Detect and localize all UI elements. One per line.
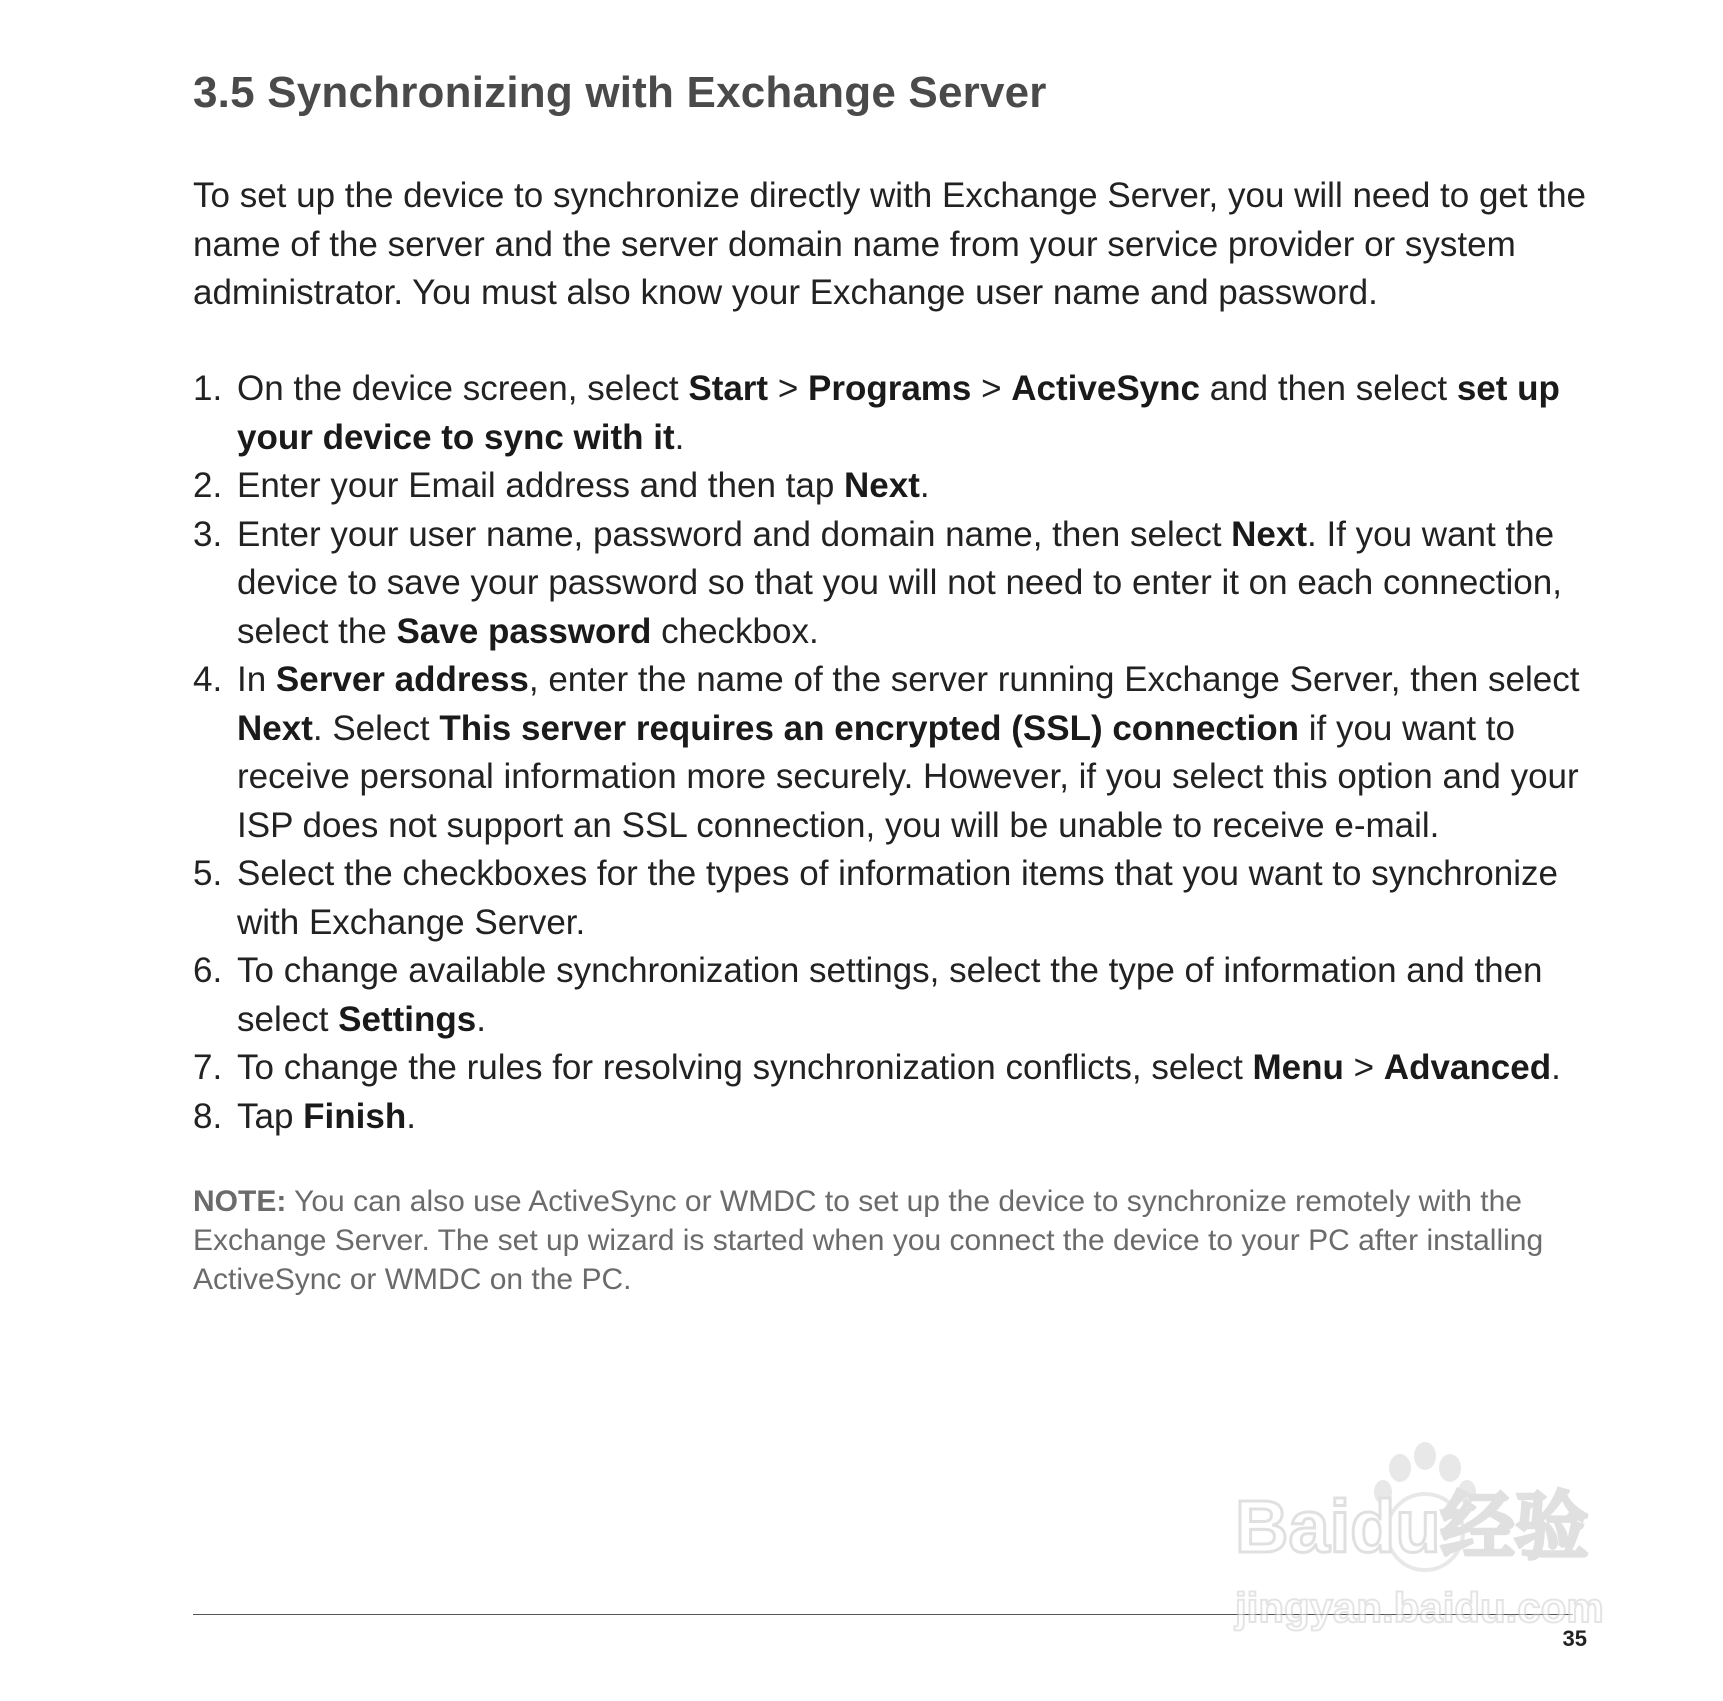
step-text: . <box>476 999 486 1039</box>
step-emphasis: Start <box>688 369 769 408</box>
step-number: 6. <box>193 951 223 990</box>
step-text: On the device screen, select <box>237 369 689 408</box>
step-number: 5. <box>193 854 223 893</box>
step-text: > <box>1343 1048 1384 1087</box>
step-text: and then select <box>1200 369 1457 408</box>
step-text: > <box>971 369 1012 408</box>
section-heading: 3.5 Synchronizing with Exchange Server <box>193 68 1047 117</box>
step-emphasis: Save password <box>396 611 652 651</box>
note-paragraph <box>193 1182 1613 1299</box>
list-item <box>193 462 1623 511</box>
step-emphasis: Next <box>844 466 920 505</box>
step-text: In <box>237 660 276 699</box>
list-item <box>193 1093 1623 1142</box>
step-number: 4. <box>193 660 223 699</box>
list-item <box>193 1044 1623 1093</box>
step-text: checkbox. <box>651 611 819 651</box>
list-item <box>193 850 1623 947</box>
step-text: Select the checkboxes for the types of information items that you want to synchronize with Exchange Server. <box>237 854 1558 942</box>
note-label: NOTE: <box>193 1185 287 1218</box>
step-number: 7. <box>193 1048 223 1087</box>
intro-paragraph: To set up the device to synchronize directly with Exchange Server, you will need to get the name of the server and the server domain name from your service provider or system administrator. You must also know your Exchange user name and password. <box>193 176 1586 312</box>
step-text: . <box>406 1096 416 1136</box>
step-text: To change available synchronization settings, select the type of information and then select <box>237 951 1543 1039</box>
step-emphasis: Settings <box>338 999 477 1039</box>
step-emphasis: Finish <box>303 1096 407 1136</box>
step-text: To change the rules for resolving synchronization conflicts, select <box>237 1048 1253 1087</box>
step-text: if you want to receive personal information more securely. However, if you select this option and your ISP does not support an SSL connection, you will be unable to receive e-mail. <box>237 708 1579 845</box>
step-emphasis: Server address <box>275 660 529 699</box>
list-item <box>193 947 1623 1044</box>
steps-list <box>193 365 1623 1141</box>
step-emphasis: This server requires an encrypted (SSL) connection <box>439 708 1300 748</box>
page-number: 35 <box>1562 1626 1587 1651</box>
step-text: . If you want the device to save your password so that you will not need to enter it on each connection, select the <box>237 514 1562 651</box>
list-item <box>193 365 1623 462</box>
step-emphasis: Menu <box>1252 1048 1344 1087</box>
step-text: . <box>674 417 685 457</box>
step-number: 8. <box>193 1096 223 1136</box>
watermark-brand: Baidu经验 <box>1235 1485 1589 1568</box>
step-emphasis: set up your device to sync with it <box>237 369 1560 457</box>
step-number: 1. <box>193 369 223 408</box>
step-text: Enter your Email address and then tap <box>237 466 845 505</box>
step-emphasis: Advanced <box>1383 1048 1552 1087</box>
list-item <box>193 656 1623 850</box>
step-number: 3. <box>193 514 223 554</box>
step-text: . Select <box>312 708 440 748</box>
baidu-watermark <box>1225 1440 1635 1640</box>
note-text: You can also use ActiveSync or WMDC to set up the device to synchronize remotely with the Exchange Server. The set up wizard is started when you connect the device to your PC after installing ActiveSync or WMDC on the PC. <box>193 1185 1544 1296</box>
step-text: , enter the name of the server running Exchange Server, then select <box>528 660 1580 699</box>
step-text: Tap <box>237 1096 304 1136</box>
step-emphasis: Next <box>1231 514 1308 554</box>
step-emphasis: Next <box>237 708 313 748</box>
step-text: > <box>768 369 808 408</box>
step-text: Enter your user name, password and domain name, then select <box>237 514 1232 554</box>
step-text: . <box>1551 1048 1561 1087</box>
step-emphasis: ActiveSync <box>1011 369 1200 408</box>
step-number: 2. <box>193 466 223 505</box>
step-emphasis: Programs <box>807 369 972 408</box>
list-item <box>193 511 1623 657</box>
step-text: . <box>919 466 930 505</box>
watermark-url: jingyan.baidu.com <box>1235 1584 1604 1631</box>
